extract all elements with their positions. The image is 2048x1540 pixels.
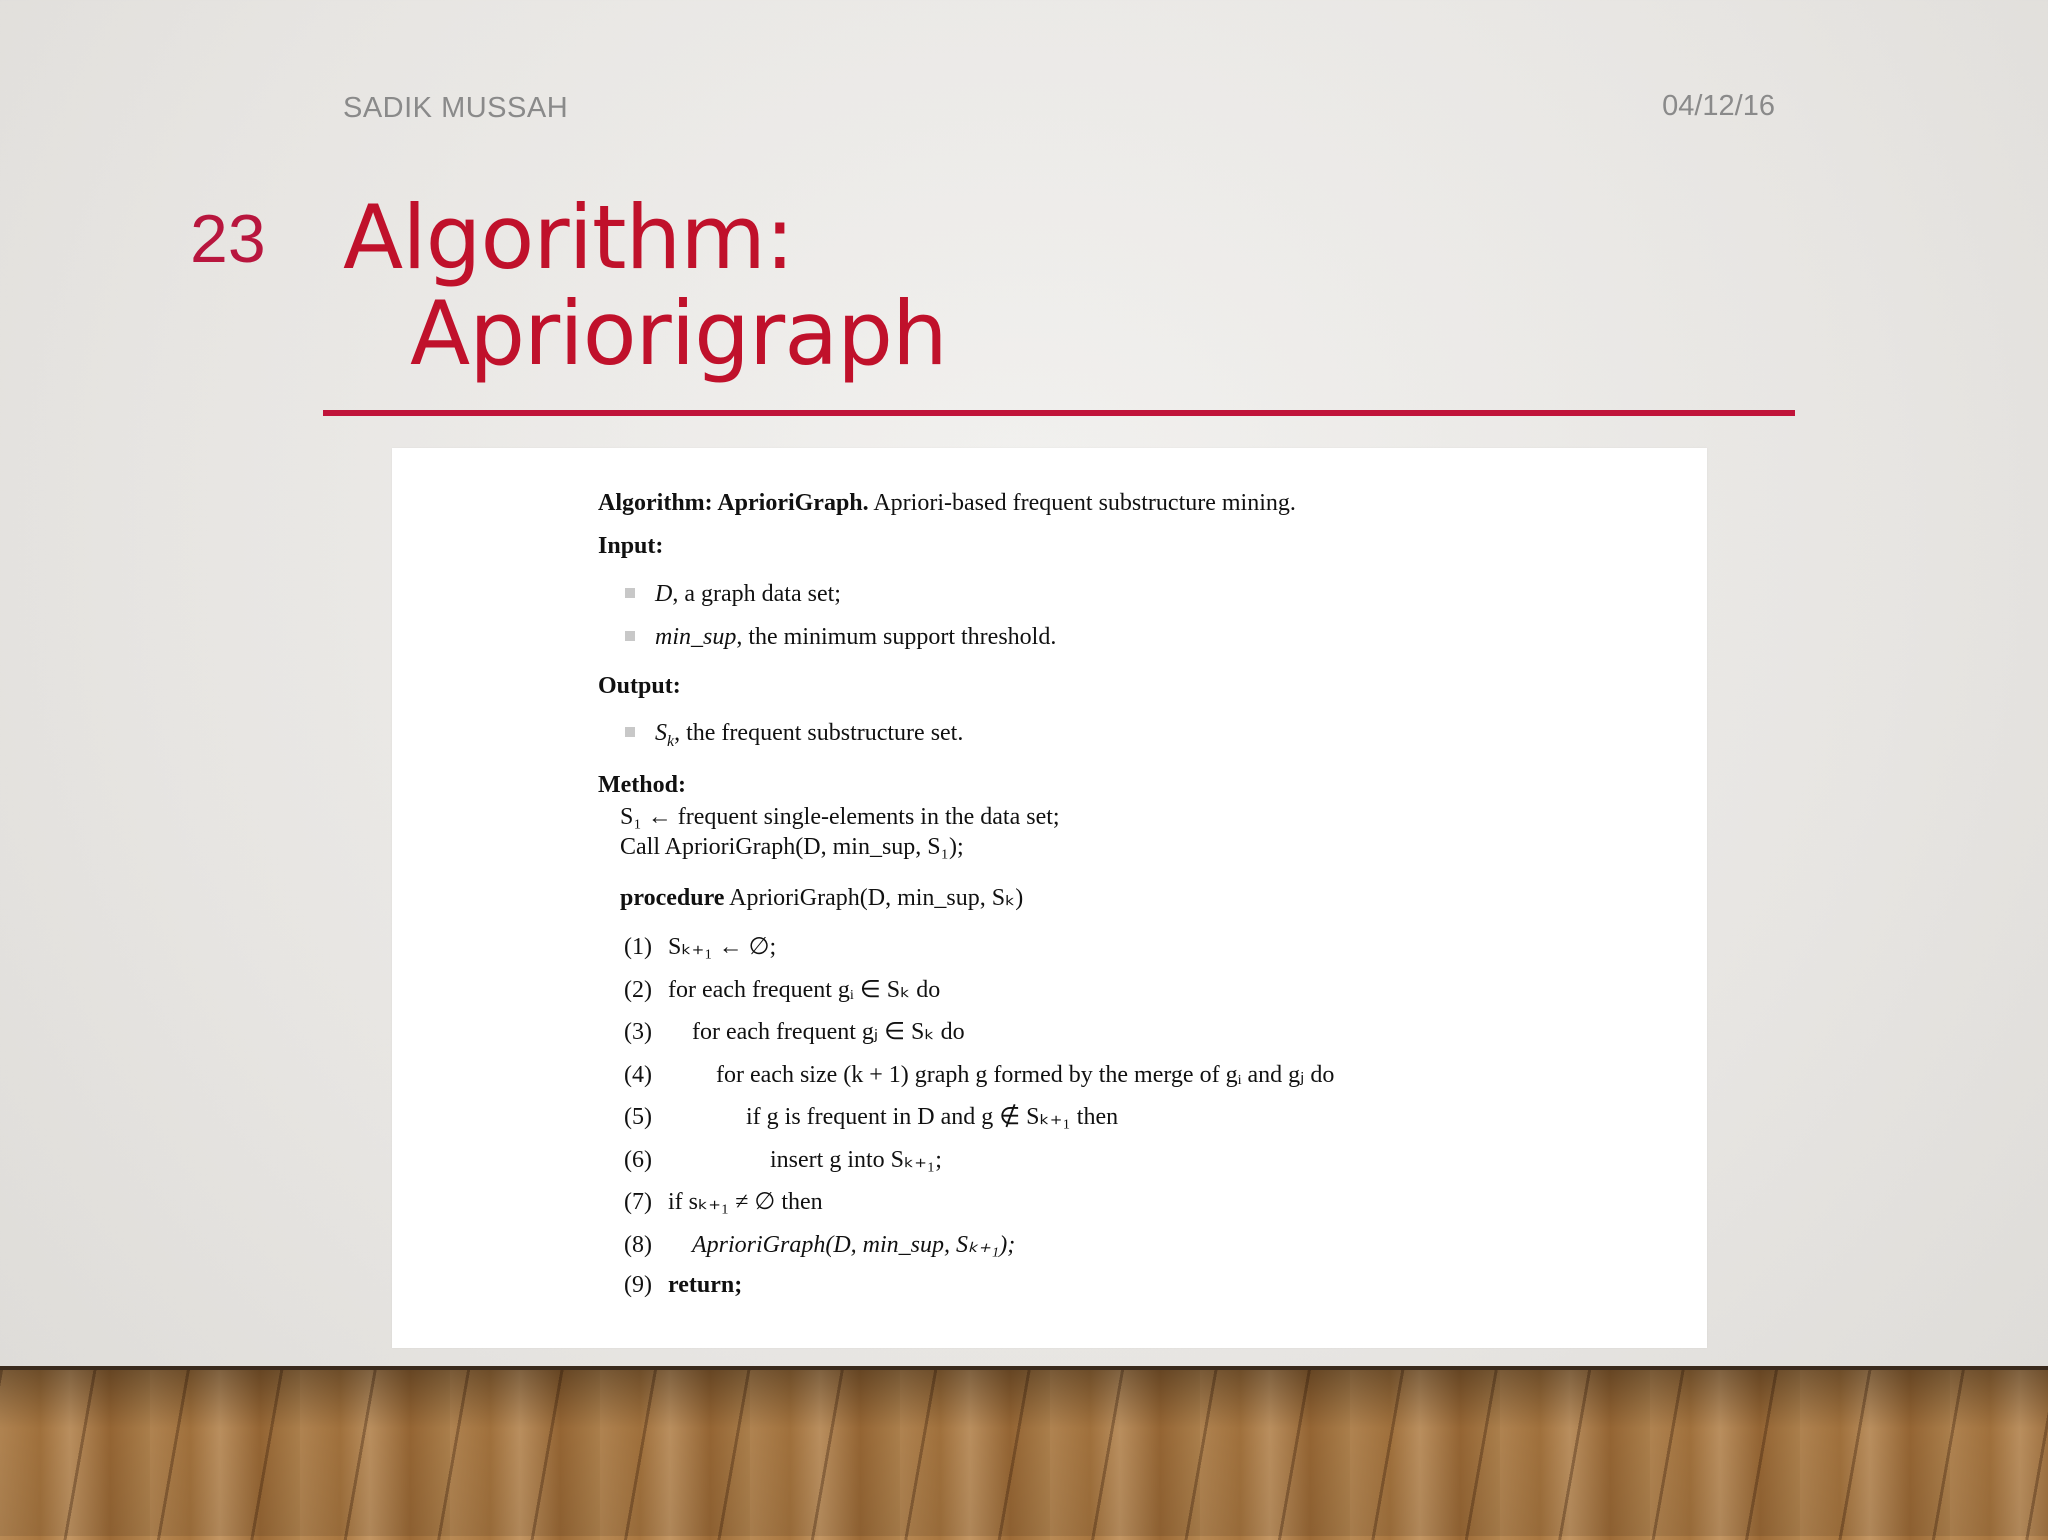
floor-shadow <box>0 1370 2048 1536</box>
step-row: (6) insert g into Sₖ₊₁; <box>624 1147 942 1173</box>
step-row: (7) if sₖ₊₁ ≠ ∅ then <box>624 1189 823 1215</box>
step-row: (3) for each frequent gⱼ ∈ Sₖ do <box>624 1019 965 1045</box>
author-label: SADIK MUSSAH <box>343 92 569 124</box>
title-line-1: Algorithm: <box>343 186 794 289</box>
procedure-signature: procedure AprioriGraph(D, min_sup, Sₖ) <box>620 885 1024 911</box>
method-line: S₁ ← frequent single-elements in the data set; <box>620 804 1060 830</box>
step-row: (4) for each size (k + 1) graph g formed by the merge of gᵢ and gⱼ do <box>624 1062 1335 1088</box>
output-item: $S_k$, the frequent substructure set. <box>625 720 963 751</box>
step-row: (2) for each frequent gᵢ ∈ Sₖ do <box>624 977 941 1003</box>
algorithm-panel <box>392 448 1707 1348</box>
step-row: (9) return; <box>624 1272 743 1298</box>
date-label: 04/12/16 <box>1662 90 1775 122</box>
output-label: Output: <box>598 673 681 699</box>
step-row: (8) AprioriGraph(D, min_sup, Sₖ₊₁); <box>624 1232 1016 1258</box>
title-divider <box>323 410 1795 416</box>
bullet-icon <box>625 588 635 598</box>
input-item: D, a graph data set; <box>625 581 841 608</box>
step-row: (1) Sₖ₊₁ ← ∅; <box>624 934 777 960</box>
method-line: Call AprioriGraph(D, min_sup, S₁); <box>620 834 964 860</box>
bullet-icon <box>625 631 635 641</box>
input-label: Input: <box>598 533 664 559</box>
slide-number: 23 <box>190 201 266 277</box>
bullet-icon <box>625 727 635 737</box>
step-row: (5) if g is frequent in D and g ∉ Sₖ₊₁ then <box>624 1104 1119 1130</box>
title-line-2: Apriorigraph <box>410 282 947 385</box>
algorithm-heading: Algorithm: AprioriGraph. Apriori-based frequent substructure mining. <box>598 490 1296 516</box>
slide-title <box>343 186 947 385</box>
input-item: min_sup, the minimum support threshold. <box>625 624 1056 651</box>
method-label: Method: <box>598 772 686 798</box>
